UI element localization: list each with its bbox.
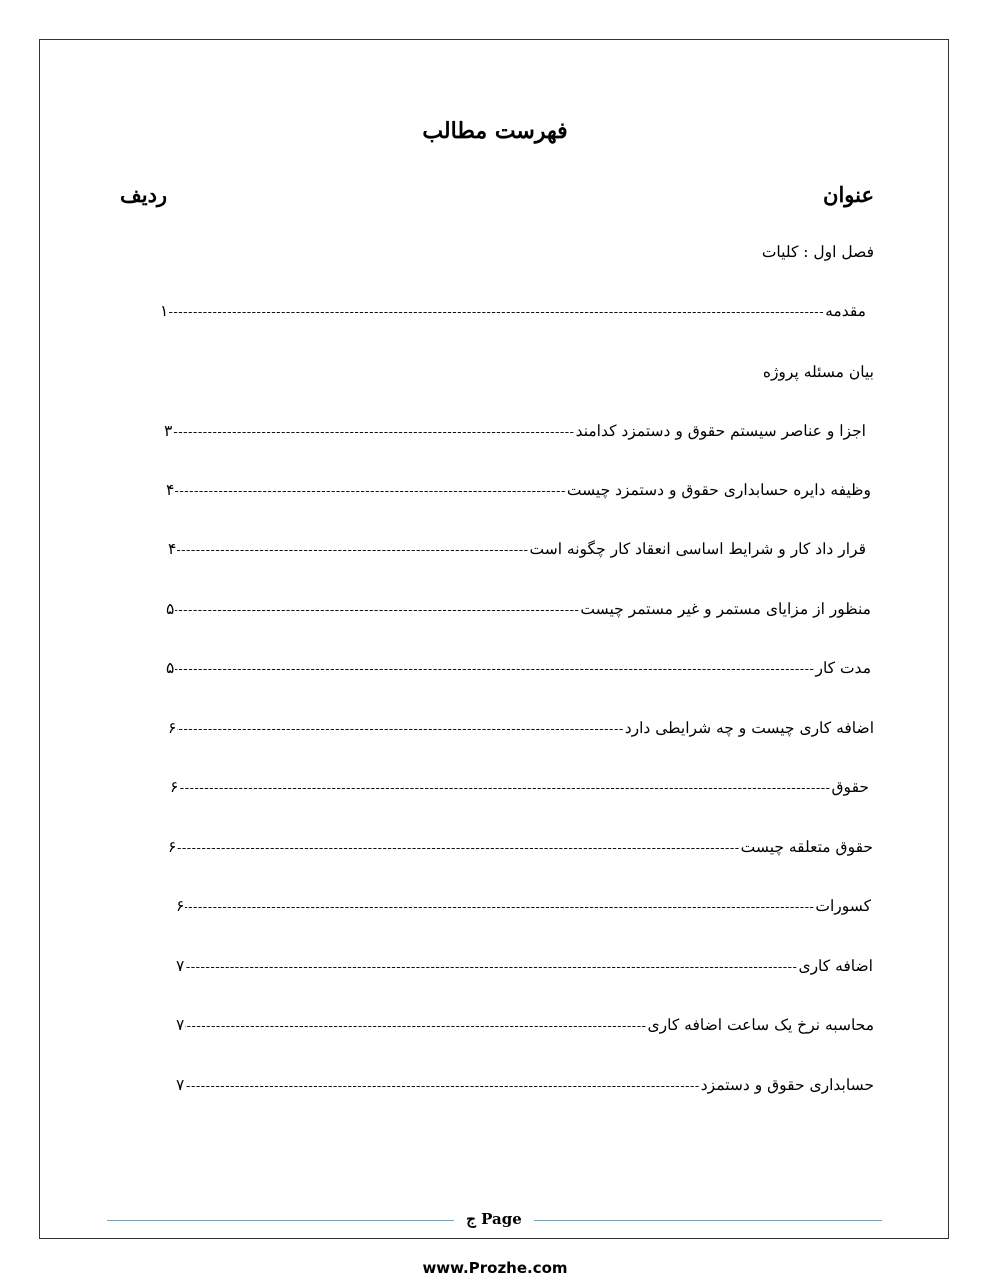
- toc-entry-label: حقوق متعلقه چیست: [740, 838, 873, 856]
- toc-entry-label: اجزا و عناصر سیستم حقوق و دستمزد کدامند: [575, 422, 866, 440]
- page-number: ج Page: [466, 1210, 522, 1228]
- toc-entry-label: منظور از مزایای مستمر و غیر مستمر چیست: [580, 600, 871, 618]
- toc-entry[interactable]: [176, 957, 873, 975]
- dot-leader: [185, 1019, 646, 1034]
- toc-entry-page: ۶: [176, 897, 185, 915]
- dot-leader: [175, 662, 814, 677]
- document-title: فهرست مطالب: [422, 118, 568, 144]
- toc-entry-label: حقوق: [831, 778, 869, 796]
- toc-entry-page: ۶: [168, 838, 177, 856]
- toc-entry-label: محاسبه نرخ یک ساعت اضافه کاری: [647, 1016, 874, 1034]
- toc-entry[interactable]: [164, 422, 866, 440]
- toc-entry-page: ۶: [170, 778, 179, 796]
- toc-entry[interactable]: [176, 1016, 874, 1034]
- chapter-heading: فصل اول : کلیات: [761, 243, 874, 261]
- toc-entry-label: قرار داد کار و شرایط اساسی انعقاد کار چگونه است: [529, 540, 866, 558]
- toc-entry[interactable]: [176, 897, 871, 915]
- toc-entry[interactable]: [168, 719, 874, 737]
- toc-entry[interactable]: [160, 302, 866, 320]
- toc-entry-page: ۱: [160, 302, 169, 320]
- toc-entry-page: ۴: [166, 481, 175, 499]
- toc-entry[interactable]: [168, 838, 873, 856]
- toc-entry-page: ۷: [176, 957, 185, 975]
- toc-entry[interactable]: [166, 600, 871, 618]
- site-url[interactable]: www.Prozhe.com: [422, 1259, 568, 1277]
- toc-entry-label: کسورات: [815, 897, 871, 915]
- dot-leader: [185, 900, 814, 915]
- toc-entry[interactable]: [170, 778, 869, 796]
- dot-leader: [175, 603, 579, 618]
- toc-entry-label: اضافه کاری: [798, 957, 873, 975]
- dot-leader: [179, 781, 830, 796]
- dot-leader: [175, 484, 566, 499]
- dot-leader: [177, 722, 623, 737]
- header-title-column: عنوان: [823, 182, 874, 207]
- toc-entry-page: ۴: [168, 540, 177, 558]
- footer-rule-left: [107, 1220, 454, 1221]
- toc-entry-page: ۶: [168, 719, 177, 737]
- toc-entry-page: ۵: [166, 659, 175, 677]
- dot-leader: [177, 543, 528, 558]
- toc-entry[interactable]: [166, 481, 871, 499]
- toc-entry-label: مدت کار: [815, 659, 871, 677]
- dot-leader: [173, 425, 574, 440]
- toc-entry[interactable]: [166, 659, 871, 677]
- toc-entry[interactable]: [176, 1076, 874, 1094]
- toc-entry-label: وظیفه دایره حسابداری حقوق و دستمزد چیست: [566, 481, 871, 499]
- toc-entry-label: حسابداری حقوق و دستمزد: [700, 1076, 874, 1094]
- footer-rule-right: [534, 1220, 882, 1221]
- section-heading: بیان مسئله پروژه: [762, 363, 874, 381]
- dot-leader: [185, 960, 797, 975]
- dot-leader: [185, 1079, 699, 1094]
- toc-entry-page: ۵: [166, 600, 175, 618]
- dot-leader: [177, 841, 739, 856]
- header-row-column: رديف: [120, 182, 168, 207]
- toc-entry[interactable]: [168, 540, 866, 558]
- toc-entry-page: ۷: [176, 1016, 185, 1034]
- dot-leader: [169, 305, 824, 320]
- toc-entry-page: ۳: [164, 422, 173, 440]
- toc-entry-label: مقدمه: [825, 302, 866, 320]
- toc-entry-page: ۷: [176, 1076, 185, 1094]
- toc-entry-label: اضافه کاری چیست و چه شرایطی دارد: [624, 719, 874, 737]
